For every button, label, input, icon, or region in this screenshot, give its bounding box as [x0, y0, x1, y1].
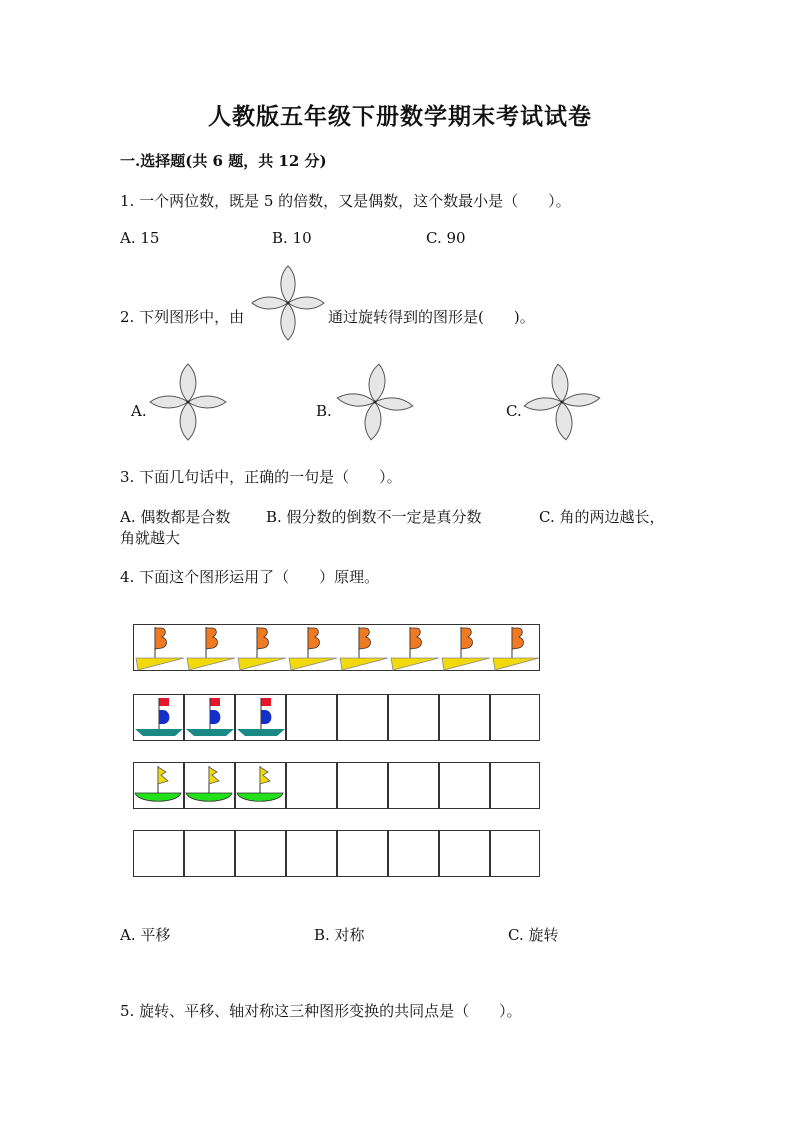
flower-figure-icon [251, 265, 325, 341]
q1-option-a: A. 15 [120, 229, 160, 247]
question-5-stem: 5. 旋转、平移、轴对称这三种图形变换的共同点是（ ）。 [120, 1002, 522, 1020]
q2-option-b-flower-icon [335, 362, 415, 442]
q2-option-a: A. [131, 402, 147, 420]
q1-option-c: C. 90 [426, 229, 466, 247]
q4-option-a: A. 平移 [120, 926, 171, 944]
question-3-stem: 3. 下面几句话中，正确的一句是（ ）。 [120, 468, 402, 486]
q2-option-b: B. [316, 402, 332, 420]
row4-cells [134, 831, 540, 877]
row3-cells [134, 763, 540, 809]
q4-option-b: B. 对称 [314, 926, 365, 944]
question-2-stem-before: 2. 下列图形中，由 [120, 308, 245, 326]
q2-option-c-flower-icon [522, 362, 602, 442]
question-4-stem: 4. 下面这个图形运用了（ ）原理。 [120, 568, 380, 586]
q3-option-a: A. 偶数都是合数 [120, 508, 231, 526]
q1-option-b: B. 10 [272, 229, 312, 247]
q2-option-c: C. [506, 402, 522, 420]
q4-option-c: C. 旋转 [508, 926, 559, 944]
q3-option-c: C. 角的两边越长， [539, 508, 665, 526]
q3-option-c-continued: 角就越大 [120, 529, 181, 547]
q3-option-b: B. 假分数的倒数不一定是真分数 [266, 508, 482, 526]
q2-option-a-flower-icon [148, 362, 228, 442]
question-2-stem-after: 通过旋转得到的图形是( )。 [328, 308, 535, 326]
translation-grid-figure [133, 624, 543, 878]
page-title: 人教版五年级下册数学期末考试试卷 [208, 103, 592, 130]
question-1-stem: 1. 一个两位数，既是 5 的倍数，又是偶数，这个数最小是（ ）。 [120, 192, 571, 210]
section-heading: 一.选择题(共 6 题，共 12 分) [120, 152, 327, 170]
